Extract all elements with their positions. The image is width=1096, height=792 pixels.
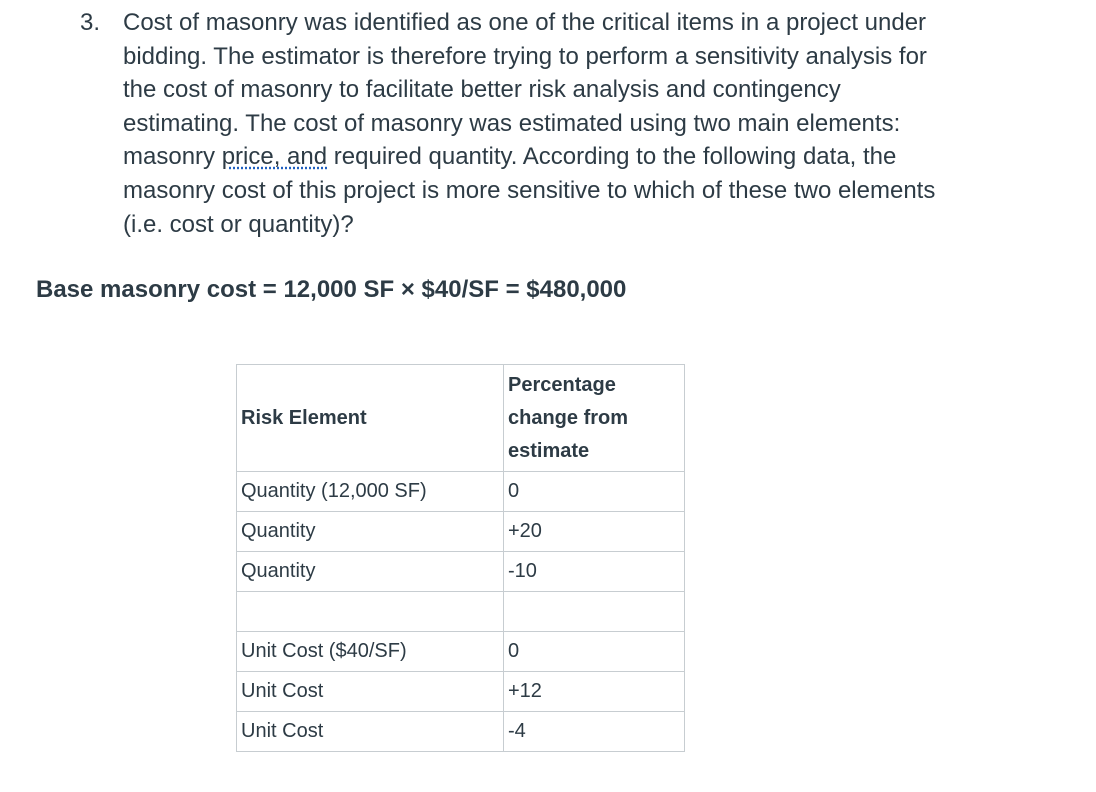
table-header-row [237,365,685,472]
table-row [237,552,685,592]
cell-percentage-change: +20 [504,512,685,552]
cell-percentage-change: +12 [504,672,685,712]
cell-risk-element: Quantity (12,000 SF) [237,472,504,512]
cell-risk-element: Quantity [237,512,504,552]
table-row [237,632,685,672]
cell-percentage-change: -4 [504,712,685,752]
header-line: estimate [508,439,590,462]
header-line: change from [508,406,629,429]
cell-percentage-change: 0 [504,632,685,672]
table-row [237,512,685,552]
table-row [237,472,685,512]
table-row [237,712,685,752]
question-line [123,140,1080,174]
question-line: estimating. The cost of masonry was estimated using two main elements: [123,109,901,137]
cell-risk-element: Quantity [237,552,504,592]
table-row [237,672,685,712]
question-block [80,6,1080,241]
base-cost-formula: Base masonry cost = 12,000 SF × $40/SF = $480,000 [36,276,627,303]
risk-table [236,364,685,752]
cell-risk-element: Unit Cost [237,672,504,712]
cell-risk-element [237,592,504,632]
spellcheck-underlined-text[interactable]: price, and [221,143,328,171]
question-number: 3. [80,9,101,36]
cell-percentage-change: -10 [504,552,685,592]
question-line: Cost of masonry was identified as one of the critical items in a project under [123,9,927,36]
cell-risk-element: Unit Cost ($40/SF) [237,632,504,672]
header-percentage-change [504,365,685,472]
cell-percentage-change: 0 [504,472,685,512]
question-line: (i.e. cost or quantity)? [123,210,354,238]
question-line: masonry cost of this project is more sensitive to which of these two elements [123,176,936,204]
question-line-part: masonry [123,143,222,171]
header-line: Percentage [508,373,616,396]
question-text [123,6,1080,241]
header-risk-element: Risk Element [237,365,504,472]
question-line: bidding. The estimator is therefore trying to perform a sensitivity analysis for [123,42,927,70]
cell-percentage-change [504,592,685,632]
question-line: the cost of masonry to facilitate better risk analysis and contingency [123,76,841,104]
table-row-empty [237,592,685,632]
cell-risk-element: Unit Cost [237,712,504,752]
question-line-part: required quantity. According to the following data, the [327,143,897,171]
